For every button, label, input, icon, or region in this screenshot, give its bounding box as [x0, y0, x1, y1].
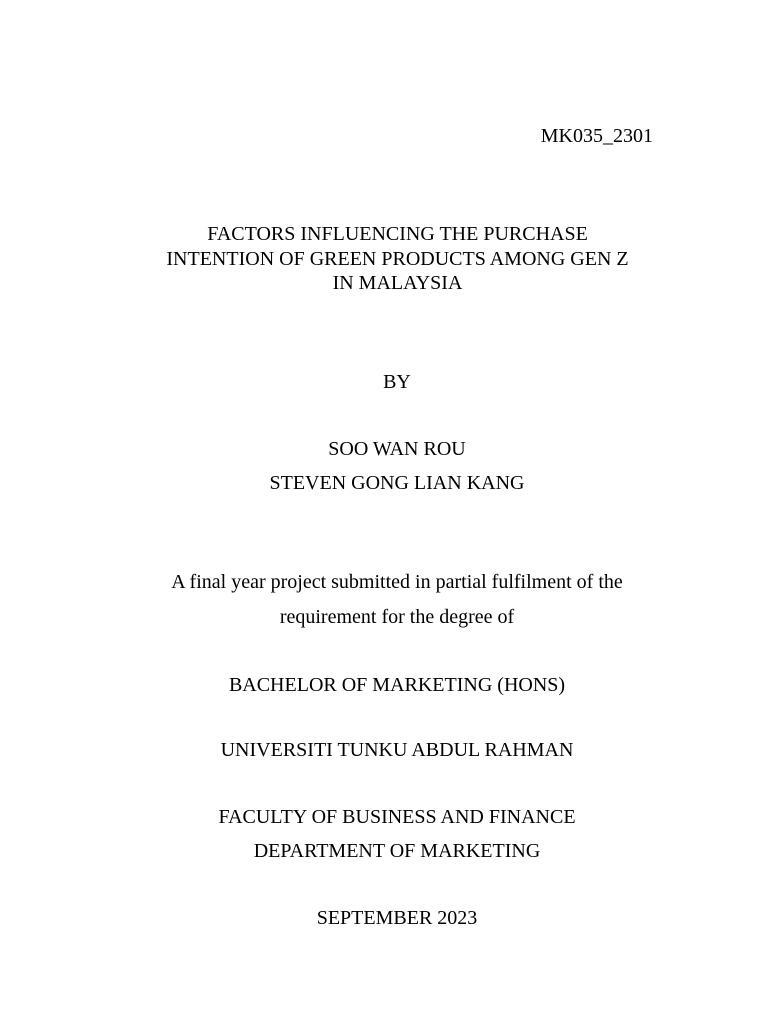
project-code: MK035_2301: [540, 125, 653, 147]
degree-name: BACHELOR OF MARKETING (HONS): [228, 674, 566, 696]
submission-date: SEPTEMBER 2023: [316, 907, 478, 929]
department-name: DEPARTMENT OF MARKETING: [253, 840, 541, 862]
statement-line-2: requirement for the degree of: [279, 606, 515, 628]
title-line-2: INTENTION OF GREEN PRODUCTS AMONG GEN Z: [166, 247, 629, 270]
university-name: UNIVERSITI TUNKU ABDUL RAHMAN: [220, 739, 574, 761]
author-2: STEVEN GONG LIAN KANG: [269, 472, 525, 494]
author-1: SOO WAN ROU: [328, 438, 466, 460]
faculty-name: FACULTY OF BUSINESS AND FINANCE: [218, 806, 576, 828]
by-label: BY: [383, 371, 411, 393]
title-line-3: IN MALAYSIA: [332, 272, 463, 294]
title-line-1: FACTORS INFLUENCING THE PURCHASE: [207, 223, 588, 245]
thesis-title: [0, 222, 770, 296]
statement-line-1: A final year project submitted in partial fulfilment of the: [171, 571, 623, 593]
